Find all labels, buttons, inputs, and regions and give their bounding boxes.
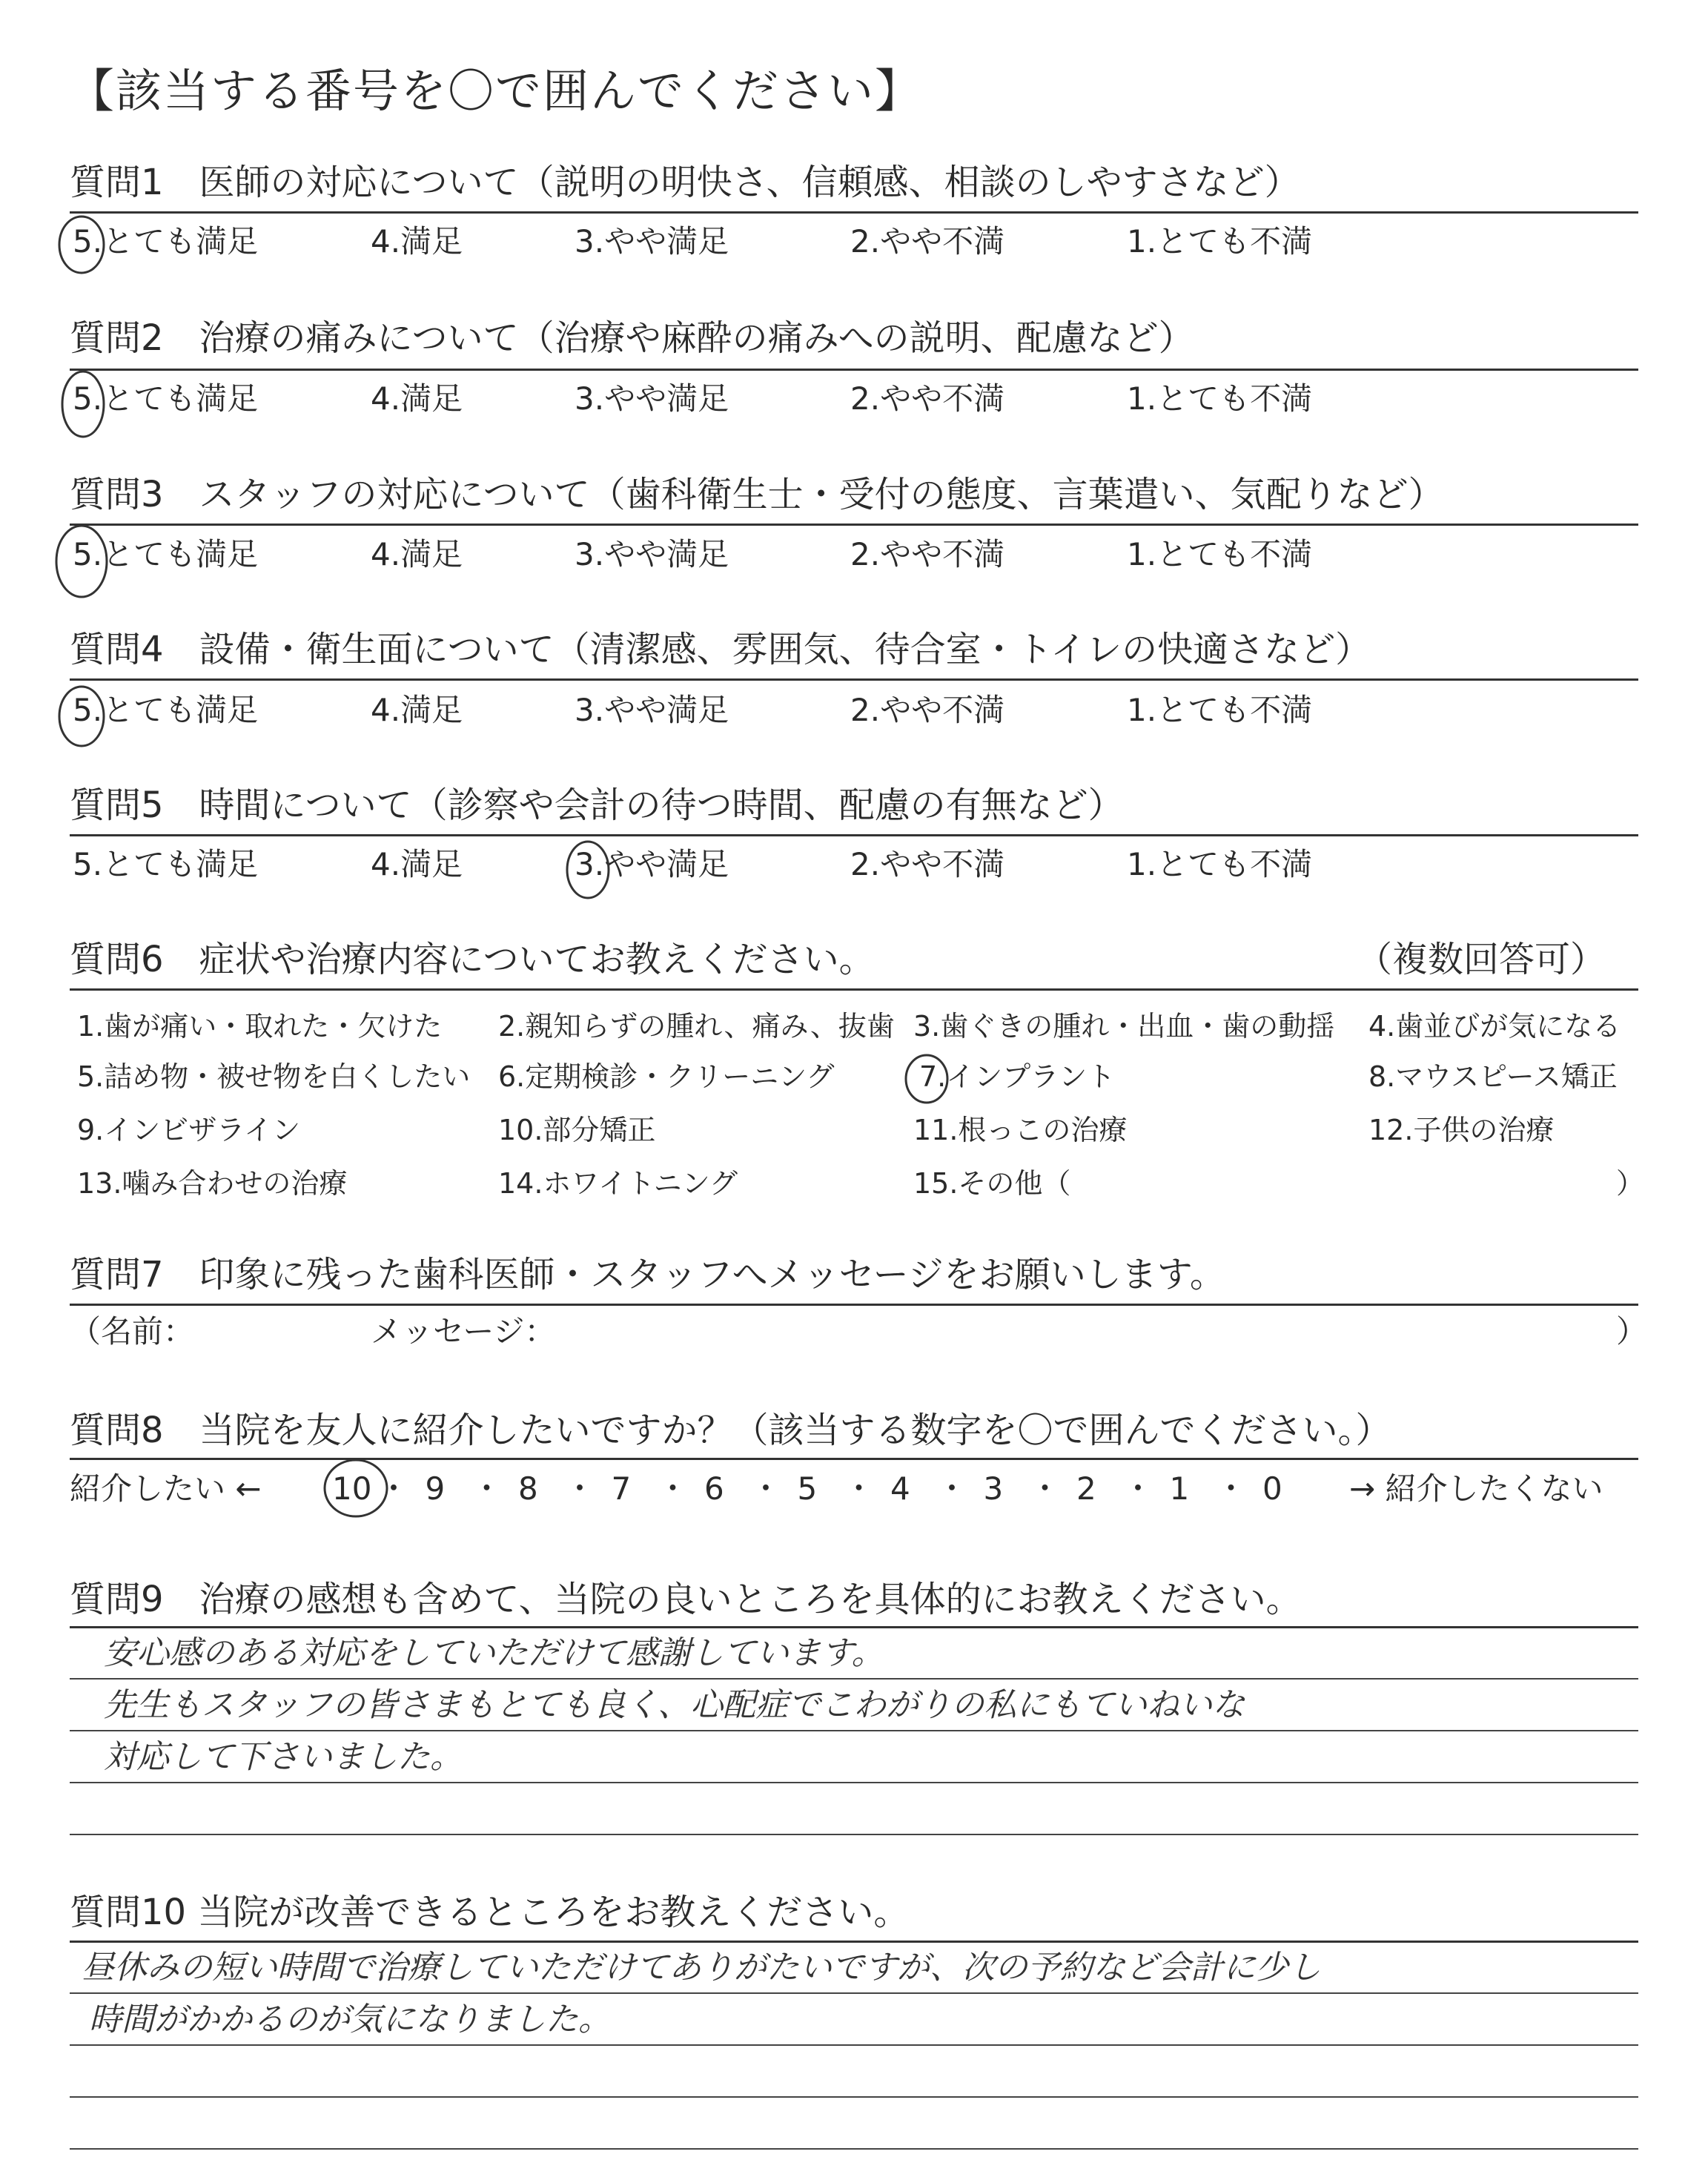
question-1-title: 質問1 医師の対応について（説明の明快さ、信頼感、相談のしやすさなど） bbox=[70, 162, 1300, 203]
q9-answer-line-2: 先生もスタッフの皆さまもとても良く、心配症でこわがりの私にもていねいな bbox=[104, 1686, 1245, 1724]
q8-scale-separator: ・ bbox=[936, 1470, 968, 1507]
q4-option-3[interactable]: 3.やや満足 bbox=[575, 692, 729, 728]
q3-selection-circle bbox=[49, 523, 116, 604]
q6-option-13[interactable]: 13.噛み合わせの治療 bbox=[77, 1167, 348, 1200]
question-8-rule bbox=[70, 1458, 1638, 1460]
question-6-title: 質問6 症状や治療内容についてお教えください。 bbox=[70, 939, 875, 980]
q9-line-1 bbox=[70, 1626, 1638, 1628]
q9-line-5 bbox=[70, 1834, 1638, 1835]
q9-answer-line-3: 対応して下さいました。 bbox=[104, 1738, 463, 1776]
q10-line-5 bbox=[70, 2148, 1638, 2150]
q2-option-3[interactable]: 3.やや満足 bbox=[575, 380, 729, 417]
q8-scale-2[interactable]: 2 bbox=[1076, 1470, 1096, 1507]
q3-option-3[interactable]: 3.やや満足 bbox=[575, 536, 729, 572]
q1-option-2[interactable]: 2.やや不満 bbox=[850, 223, 1005, 260]
q2-option-2[interactable]: 2.やや不満 bbox=[850, 380, 1005, 417]
q6-option-4[interactable]: 4.歯並びが気になる bbox=[1368, 1010, 1621, 1043]
q8-scale-3[interactable]: 3 bbox=[983, 1470, 1004, 1507]
question-2-title: 質問2 治療の痛みについて（治療や麻酔の痛みへの説明、配慮など） bbox=[70, 317, 1194, 359]
q4-option-4[interactable]: 4.満足 bbox=[371, 692, 463, 728]
q8-left-label: 紹介したい ← bbox=[70, 1470, 262, 1507]
q6-option-2[interactable]: 2.親知らずの腫れ、痛み、抜歯 bbox=[498, 1010, 895, 1043]
q10-line-2 bbox=[70, 1992, 1638, 1994]
q6-option-7[interactable]: 7.インプラント bbox=[919, 1060, 1116, 1093]
q4-option-5[interactable]: 5.とても満足 bbox=[73, 692, 259, 728]
q3-option-1[interactable]: 1.とても不満 bbox=[1127, 536, 1313, 572]
q4-option-2[interactable]: 2.やや不満 bbox=[850, 692, 1005, 728]
q8-scale-separator: ・ bbox=[471, 1470, 503, 1507]
q7-close-paren: ） bbox=[1616, 1313, 1648, 1350]
q2-option-5[interactable]: 5.とても満足 bbox=[73, 380, 259, 417]
q8-scale-7[interactable]: 7 bbox=[611, 1470, 632, 1507]
q1-option-5[interactable]: 5.とても満足 bbox=[73, 223, 259, 260]
q1-option-4[interactable]: 4.満足 bbox=[371, 223, 463, 260]
q6-option-9[interactable]: 9.インビザライン bbox=[77, 1114, 301, 1146]
q8-scale-6[interactable]: 6 bbox=[704, 1470, 724, 1507]
q8-scale-9[interactable]: 9 bbox=[425, 1470, 446, 1507]
q9-line-2 bbox=[70, 1678, 1638, 1680]
q5-option-5[interactable]: 5.とても満足 bbox=[73, 846, 259, 882]
q3-option-2[interactable]: 2.やや不満 bbox=[850, 536, 1005, 572]
q6-option-15-close: ） bbox=[1616, 1167, 1645, 1200]
q10-line-4 bbox=[70, 2096, 1638, 2098]
question-1-rule bbox=[70, 211, 1638, 214]
q2-selection-circle bbox=[55, 367, 114, 441]
question-4-title: 質問4 設備・衛生面について（清潔感、雰囲気、待合室・トイレの快適さなど） bbox=[70, 629, 1371, 670]
question-6-rule bbox=[70, 988, 1638, 991]
q6-option-12[interactable]: 12.子供の治療 bbox=[1368, 1114, 1555, 1146]
question-2-rule bbox=[70, 369, 1638, 371]
question-6-note: （複数回答可） bbox=[1357, 939, 1606, 980]
q2-option-4[interactable]: 4.満足 bbox=[371, 380, 463, 417]
question-5-rule bbox=[70, 834, 1638, 836]
q5-selection-circle bbox=[560, 836, 619, 903]
q2-option-1[interactable]: 1.とても不満 bbox=[1127, 380, 1313, 417]
q1-option-1[interactable]: 1.とても不満 bbox=[1127, 223, 1313, 260]
q8-scale-1[interactable]: 1 bbox=[1169, 1470, 1190, 1507]
q1-option-3[interactable]: 3.やや満足 bbox=[575, 223, 729, 260]
q6-option-5[interactable]: 5.詰め物・被せ物を白くしたい bbox=[77, 1060, 471, 1093]
q8-right-label: → 紹介したくない bbox=[1349, 1470, 1603, 1507]
q6-option-6[interactable]: 6.定期検診・クリーニング bbox=[498, 1060, 835, 1093]
q8-scale-0[interactable]: 0 bbox=[1262, 1470, 1282, 1507]
q8-selection-circle bbox=[315, 1455, 397, 1522]
question-7-rule bbox=[70, 1304, 1638, 1306]
q3-option-4[interactable]: 4.満足 bbox=[371, 536, 463, 572]
q5-option-3[interactable]: 3.やや満足 bbox=[575, 846, 729, 882]
q8-scale-8[interactable]: 8 bbox=[518, 1470, 538, 1507]
q4-selection-circle bbox=[52, 681, 111, 755]
q9-line-4 bbox=[70, 1782, 1638, 1783]
q8-scale-separator: ・ bbox=[564, 1470, 596, 1507]
question-10-title: 質問10 当院が改善できるところをお教えください。 bbox=[70, 1892, 910, 1933]
q6-option-10[interactable]: 10.部分矯正 bbox=[498, 1114, 656, 1146]
q1-selection-circle bbox=[52, 211, 111, 278]
q8-scale-separator: ・ bbox=[1122, 1470, 1154, 1507]
q5-option-2[interactable]: 2.やや不満 bbox=[850, 846, 1005, 882]
q8-scale-10[interactable]: 10 bbox=[332, 1470, 372, 1507]
q10-answer-line-2: 時間がかかるのが気になりました。 bbox=[89, 2001, 611, 2038]
q8-scale-separator: ・ bbox=[1029, 1470, 1061, 1507]
q7-name-label: （名前： bbox=[70, 1313, 195, 1350]
question-9-title: 質問9 治療の感想も含めて、当院の良いところを具体的にお教えください。 bbox=[70, 1579, 1302, 1620]
q6-option-15[interactable]: 15.その他（ bbox=[913, 1167, 1071, 1200]
q8-scale-separator: ・ bbox=[843, 1470, 875, 1507]
q9-answer-line-1: 安心感のある対応をしていただけて感謝しています。 bbox=[104, 1634, 884, 1672]
q7-message-label: メッセージ： bbox=[371, 1313, 556, 1350]
question-4-rule bbox=[70, 678, 1638, 681]
q6-option-1[interactable]: 1.歯が痛い・取れた・欠けた bbox=[77, 1010, 443, 1043]
question-7-title: 質問7 印象に残った歯科医師・スタッフへメッセージをお願いします。 bbox=[70, 1254, 1225, 1295]
q10-line-3 bbox=[70, 2044, 1638, 2046]
q9-line-3 bbox=[70, 1730, 1638, 1731]
q8-scale-separator: ・ bbox=[750, 1470, 782, 1507]
q4-option-1[interactable]: 1.とても不満 bbox=[1127, 692, 1313, 728]
q8-scale-separator: ・ bbox=[378, 1470, 410, 1507]
q6-selection-circle bbox=[897, 1049, 956, 1109]
question-5-title: 質問5 時間について（診察や会計の待つ時間、配慮の有無など） bbox=[70, 785, 1124, 826]
page-title: 【該当する番号を〇で囲んでください】 bbox=[68, 64, 923, 118]
question-8-title: 質問8 当院を友人に紹介したいですか？（該当する数字を〇で囲んでください。） bbox=[70, 1410, 1391, 1451]
question-3-rule bbox=[70, 524, 1638, 526]
q8-scale-separator: ・ bbox=[1215, 1470, 1247, 1507]
q5-option-4[interactable]: 4.満足 bbox=[371, 846, 463, 882]
q6-option-3[interactable]: 3.歯ぐきの腫れ・出血・歯の動揺 bbox=[913, 1010, 1335, 1043]
q3-option-5[interactable]: 5.とても満足 bbox=[73, 536, 259, 572]
q6-option-8[interactable]: 8.マウスピース矯正 bbox=[1368, 1060, 1618, 1093]
q8-scale-separator: ・ bbox=[657, 1470, 689, 1507]
q8-scale-4[interactable]: 4 bbox=[890, 1470, 910, 1507]
q10-answer-line-1: 昼休みの短い時間で治療していただけてありがたいですが、次の予約など会計に少し bbox=[82, 1949, 1321, 1986]
q5-option-1[interactable]: 1.とても不満 bbox=[1127, 846, 1313, 882]
q6-option-14[interactable]: 14.ホワイトニング bbox=[498, 1167, 738, 1200]
q6-option-11[interactable]: 11.根っこの治療 bbox=[913, 1114, 1128, 1146]
q8-scale-5[interactable]: 5 bbox=[797, 1470, 818, 1507]
question-3-title: 質問3 スタッフの対応について（歯科衛生士・受付の態度、言葉遣い、気配りなど） bbox=[70, 474, 1444, 515]
q10-line-1 bbox=[70, 1941, 1638, 1943]
